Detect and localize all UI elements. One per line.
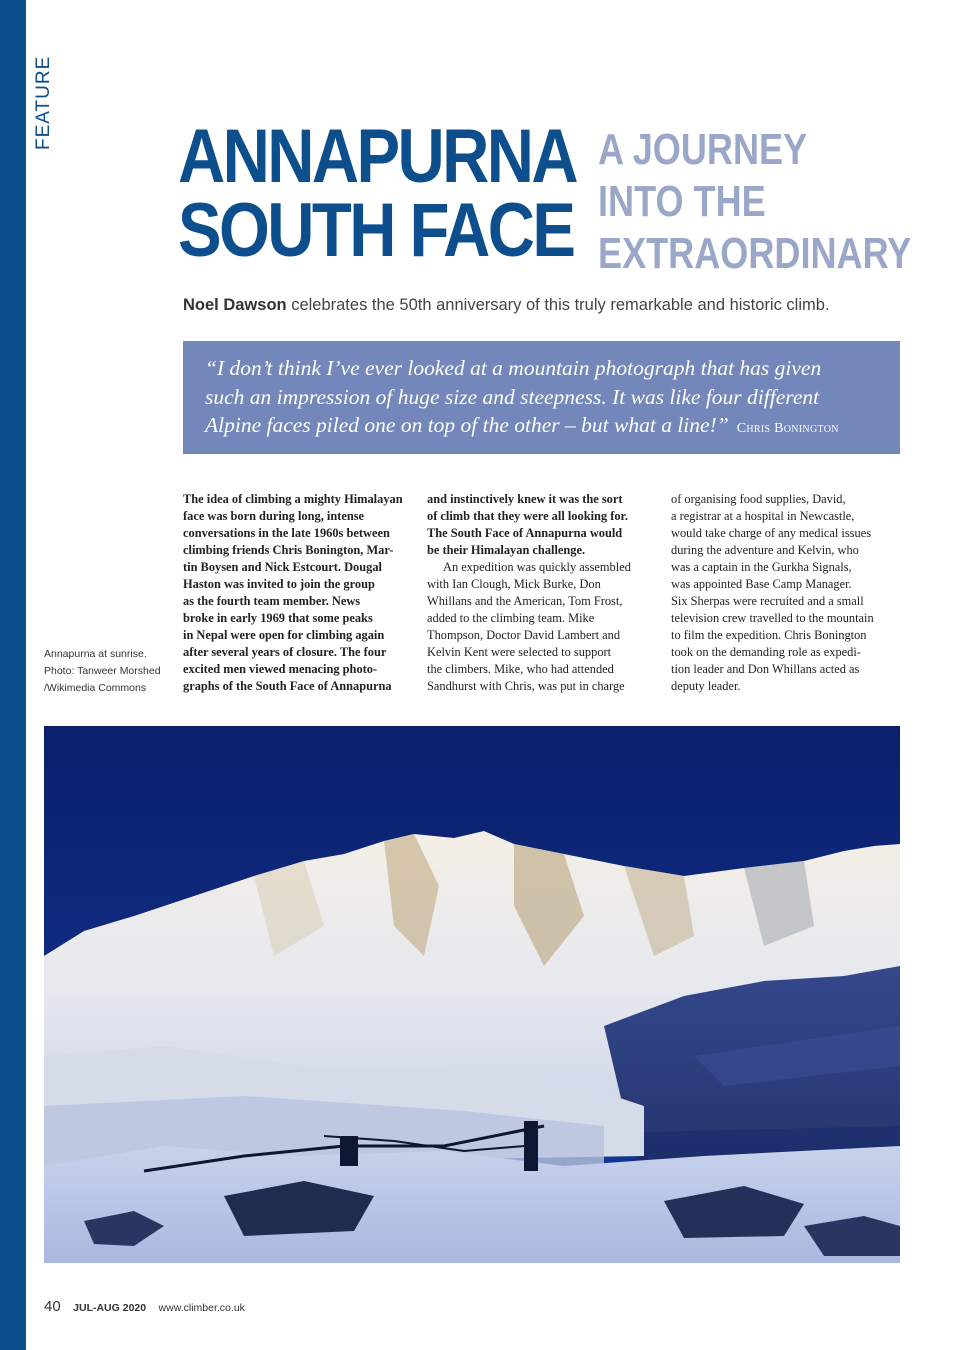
issue-date: JUL-AUG 2020 [73, 1302, 147, 1314]
headline-line: SOUTH FACE [178, 188, 574, 273]
body-line: the climbers. Mike, who had attended [427, 662, 614, 676]
headline [178, 114, 576, 273]
quote-attribution: Chris Bonington [736, 421, 839, 436]
body-line: television crew travelled to the mountain [671, 611, 874, 625]
body-column-2 [427, 491, 667, 695]
body-line: tion leader and Don Whillans acted as [671, 662, 860, 676]
body-column-3 [671, 491, 911, 695]
body-line: was a captain in the Gurkha Signals, [671, 560, 852, 574]
body-line: a registrar at a hospital in Newcastle, [671, 509, 855, 523]
subheadline [598, 124, 911, 280]
headline-line: ANNAPURNA [178, 114, 576, 199]
body-line: An expedition was quickly assembled [443, 560, 631, 574]
caption-line: /Wikimedia Commons [44, 682, 147, 694]
body-line: conversations in the late 1960s between [183, 526, 390, 540]
body-line: The South Face of Annapurna would [427, 526, 623, 540]
body-line: Sandhurst with Chris, was put in charge [427, 679, 625, 693]
page-footer [44, 1298, 245, 1316]
quote-line [205, 411, 880, 444]
body-line: during the adventure and Kelvin, who [671, 543, 859, 557]
body-line: Haston was invited to join the group [183, 577, 375, 591]
website-url: www.climber.co.uk [158, 1302, 245, 1314]
quote-line: such an impression of huge size and steepness. It was like four different [205, 384, 820, 409]
body-line: climbing friends Chris Bonington, Mar- [183, 543, 394, 557]
body-line: of organising food supplies, David, [671, 492, 846, 506]
caption-line: Annapurna at sunrise. [44, 648, 147, 660]
body-line: would take charge of any medical issues [671, 526, 872, 540]
body-line: of climb that they were all looking for. [427, 509, 628, 523]
body-line: in Nepal were open for climbing again [183, 628, 385, 642]
body-line: to film the expedition. Chris Bonington [671, 628, 867, 642]
body-line: took on the demanding role as expedi- [671, 645, 861, 659]
caption-line: Photo: Tanweer Morshed [44, 665, 161, 677]
body-line: was appointed Base Camp Manager. [671, 577, 852, 591]
body-line: Six Sherpas were recruited and a small [671, 594, 864, 608]
standfirst-text: celebrates the 50th anniversary of this truly remarkable and historic climb. [286, 296, 830, 314]
subheadline-line: INTO THE [598, 177, 766, 226]
body-line: graphs of the South Face of Annapurna [183, 679, 392, 693]
body-line: excited men viewed menacing photo- [183, 662, 378, 676]
pull-quote [183, 341, 900, 454]
section-label: FEATURE [33, 55, 54, 150]
quote-text [205, 354, 880, 444]
quote-line-text: Alpine faces piled one on top of the other – but what a line!” [205, 413, 729, 437]
body-line: added to the climbing team. Mike [427, 611, 595, 625]
body-line: The idea of climbing a mighty Himalayan [183, 492, 403, 506]
mountain-photo [44, 726, 900, 1263]
body-line: as the fourth team member. News [183, 594, 361, 608]
standfirst [183, 296, 830, 315]
body-line: after several years of closure. The four [183, 645, 387, 659]
body-line: deputy leader. [671, 679, 741, 693]
body-line: be their Himalayan challenge. [427, 543, 586, 557]
body-line: tin Boysen and Nick Estcourt. Dougal [183, 560, 382, 574]
body-line: with Ian Clough, Mick Burke, Don [427, 577, 601, 591]
subheadline-line: EXTRAORDINARY [598, 229, 912, 278]
body-line: Whillans and the American, Tom Frost, [427, 594, 623, 608]
body-line: broke in early 1969 that some peaks [183, 611, 373, 625]
body-line: and instinctively knew it was the sort [427, 492, 623, 506]
body-line: Thompson, Doctor David Lambert and [427, 628, 621, 642]
mountain-illustration [44, 726, 900, 1263]
body-column-1 [183, 491, 423, 695]
photo-caption [44, 646, 161, 697]
body-line: Kelvin Kent were selected to support [427, 645, 612, 659]
sidebar-stripe [0, 0, 26, 1350]
page-number: 40 [44, 1298, 61, 1315]
subheadline-line: A JOURNEY [598, 125, 808, 174]
quote-line: “I don’t think I’ve ever looked at a mountain photograph that has given [205, 356, 822, 380]
body-line: face was born during long, intense [183, 509, 365, 523]
author-name: Noel Dawson [183, 296, 287, 314]
